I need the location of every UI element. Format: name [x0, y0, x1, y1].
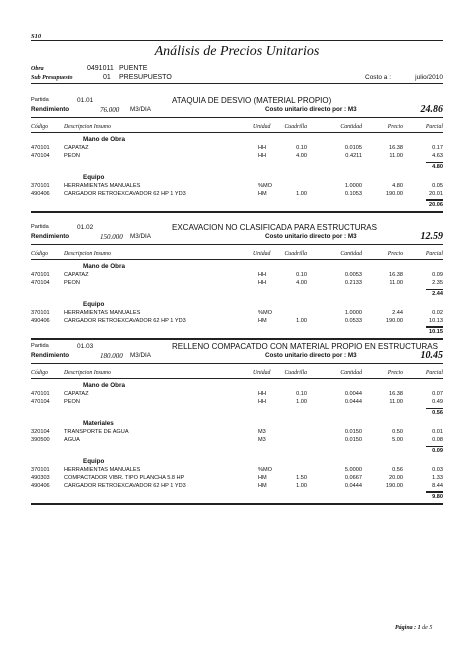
cell-description: HERRAMIENTAS MANUALES [64, 467, 141, 473]
rendimiento-value: 76.000 [100, 106, 120, 114]
table-row [0, 437, 474, 445]
col-codigo: Código [31, 124, 49, 130]
table-row [0, 467, 474, 475]
cell-code: 370101 [31, 467, 50, 473]
col-cuadrilla: Cuadrilla [284, 370, 307, 376]
group-subtotal: 10.15 [429, 329, 443, 335]
cell-cantidad: 0.0667 [344, 475, 362, 481]
cell-cantidad: 0.0044 [344, 391, 362, 397]
rendimiento-label: Rendimiento [31, 106, 70, 113]
section-total-rule [426, 199, 443, 200]
group-subtotal: 0.56 [432, 410, 443, 416]
cell-precio: 2.44 [392, 310, 403, 316]
cell-precio: 0.50 [392, 429, 403, 435]
column-header-rule [31, 259, 443, 260]
cell-unit: %MO [258, 183, 272, 189]
cell-precio: 16.38 [389, 272, 403, 278]
cell-cantidad: 5.0000 [344, 467, 362, 473]
cell-precio: 11.00 [389, 153, 403, 159]
costo-a-label: Costo a : [365, 74, 392, 81]
cell-code: 490406 [31, 483, 50, 489]
table-row [0, 272, 474, 280]
group-subtotal: 4.80 [432, 164, 443, 170]
partida-number: 01.02 [77, 224, 94, 231]
subpresupuesto-code: 01 [103, 74, 111, 81]
cell-cantidad: 0.4211 [345, 153, 362, 159]
cell-unit: HM [258, 483, 267, 489]
costo-unitario-label: Costo unitario directo por : M3 [265, 106, 357, 113]
cell-code: 490303 [31, 475, 50, 481]
cell-code: 320104 [31, 429, 50, 435]
cell-parcial: 0.03 [432, 467, 443, 473]
column-header-rule [31, 378, 443, 379]
table-row [0, 280, 474, 288]
rendimiento-unit: M3/DIA [130, 106, 151, 113]
cell-code: 470101 [31, 391, 50, 397]
cell-cantidad: 0.0105 [344, 145, 362, 151]
cell-precio: 0.56 [392, 467, 403, 473]
table-row [0, 145, 474, 153]
cell-parcial: 0.01 [432, 429, 443, 435]
cell-unit: %MO [258, 467, 272, 473]
subpresupuesto-name: PRESUPUESTO [119, 74, 172, 81]
cell-cantidad: 0.1053 [344, 191, 362, 197]
costo-unitario-value: 12.59 [420, 231, 443, 242]
page-label: Página : [395, 625, 417, 631]
cell-description: CAPATAZ [64, 272, 89, 278]
partida-number: 01.03 [77, 343, 94, 350]
rendimiento-value: 180.000 [100, 352, 123, 360]
cell-parcial: 2.35 [432, 280, 443, 286]
cell-cantidad: 1.0000 [344, 310, 362, 316]
col-parcial: Parcial [425, 124, 443, 130]
group-name: Equipo [83, 458, 105, 465]
cell-unit: HH [258, 391, 267, 397]
table-row [0, 318, 474, 326]
cell-unit: HM [258, 318, 267, 324]
table-row [0, 399, 474, 407]
rendimiento-unit: M3/DIA [130, 352, 151, 359]
cell-cuadrilla: 1.00 [296, 191, 307, 197]
col-descripcion: Descripcion Insumo [64, 370, 111, 376]
cell-parcial: 0.49 [432, 399, 443, 405]
group-name: Mano de Obra [83, 263, 125, 270]
cell-cuadrilla: 0.10 [296, 272, 307, 278]
cell-parcial: 0.17 [432, 145, 443, 151]
cell-unit: HH [258, 280, 267, 286]
page-number: 1 [417, 625, 421, 631]
cell-parcial: 8.44 [432, 483, 443, 489]
column-header-rule [31, 132, 443, 133]
subtotal-rule [426, 289, 443, 290]
obra-name: PUENTE [119, 65, 148, 72]
cell-parcial: 20.01 [429, 191, 443, 197]
cell-parcial: 10.13 [429, 318, 443, 324]
cell-parcial: 1.33 [432, 475, 443, 481]
cell-cantidad: 0.0150 [344, 429, 362, 435]
subtotal-rule [426, 200, 443, 201]
subtotal-rule [426, 408, 443, 409]
subpresupuesto-label: Sub Presupuesto [31, 75, 73, 81]
subtotal-rule [426, 327, 443, 328]
cell-code: 470101 [31, 272, 50, 278]
group-name: Equipo [83, 174, 105, 181]
table-row [0, 391, 474, 399]
cell-description: HERRAMIENTAS MANUALES [64, 310, 141, 316]
col-parcial: Parcial [425, 251, 443, 257]
partida-label: Partida [31, 97, 49, 103]
cell-parcial: 4.63 [432, 153, 443, 159]
col-precio: Precio [387, 370, 403, 376]
partida-label: Partida [31, 224, 49, 230]
section-end-rule [31, 503, 443, 505]
cell-description: AGUA [64, 437, 80, 443]
cell-unit: M3 [258, 437, 266, 443]
col-descripcion: Descripcion Insumo [64, 124, 111, 130]
costo-unitario-value: 10.45 [420, 350, 443, 361]
cell-precio: 16.38 [389, 391, 403, 397]
section-header-rule [31, 117, 443, 118]
section-header-rule [31, 244, 443, 245]
table-row [0, 483, 474, 491]
cell-parcial: 0.09 [432, 272, 443, 278]
partida-number: 01.01 [77, 97, 94, 104]
cell-code: 370101 [31, 310, 50, 316]
cell-precio: 190.00 [385, 483, 403, 489]
section-total-rule [426, 326, 443, 327]
cell-code: 470104 [31, 399, 50, 405]
cell-unit: HM [258, 191, 267, 197]
cell-description: PEON [64, 280, 80, 286]
section-total-rule [426, 491, 443, 492]
cell-code: 470104 [31, 280, 50, 286]
cell-description: CAPATAZ [64, 391, 89, 397]
cell-description: TRANSPORTE DE AGUA [64, 429, 129, 435]
cell-unit: HH [258, 145, 267, 151]
col-precio: Precio [387, 251, 403, 257]
cell-code: 490406 [31, 318, 50, 324]
cell-unit: HH [258, 399, 267, 405]
cell-unit: HM [258, 475, 267, 481]
col-cuadrilla: Cuadrilla [284, 124, 307, 130]
page-of: de [422, 625, 428, 631]
partida-description: RELLENO COMPACATDO CON MATERIAL PROPIO EN ESTRUCTURAS [172, 342, 438, 351]
rendimiento-label: Rendimiento [31, 233, 70, 240]
col-unidad: Unidad [253, 124, 271, 130]
col-codigo: Código [31, 370, 49, 376]
cell-cantidad: 0.0444 [344, 399, 362, 405]
costo-a-date: julio/2010 [415, 74, 443, 81]
cell-code: 470101 [31, 145, 50, 151]
group-subtotal: 0.09 [432, 448, 443, 454]
table-row [0, 183, 474, 191]
group-name: Mano de Obra [83, 382, 125, 389]
cell-cuadrilla: 0.10 [296, 391, 307, 397]
cell-cantidad: 0.0053 [344, 272, 362, 278]
partida-description: EXCAVACION NO CLASIFICADA PARA ESTRUCTURAS [172, 223, 377, 232]
subtotal-rule [426, 492, 443, 493]
cell-precio: 190.00 [385, 318, 403, 324]
top-rule [31, 40, 443, 41]
cell-cuadrilla: 1.00 [296, 483, 307, 489]
cell-cuadrilla: 1.50 [296, 475, 307, 481]
partida-section [0, 224, 474, 344]
cell-parcial: 0.08 [432, 437, 443, 443]
cell-cuadrilla: 1.00 [296, 318, 307, 324]
cell-code: 370101 [31, 183, 50, 189]
page-footer [395, 625, 432, 631]
table-row [0, 310, 474, 318]
cell-cantidad: 0.0533 [344, 318, 362, 324]
table-row [0, 191, 474, 199]
page-title: Análisis de Precios Unitarios [154, 44, 320, 59]
col-codigo: Código [31, 251, 49, 257]
partida-section [0, 342, 474, 500]
section-end-rule [31, 338, 443, 340]
col-precio: Precio [387, 124, 403, 130]
subtotal-rule [426, 162, 443, 163]
cell-description: HERRAMIENTAS MANUALES [64, 183, 141, 189]
obra-label: Obra [31, 66, 44, 72]
cell-parcial: 0.02 [432, 310, 443, 316]
cell-description: CARGADOR RETROEXCAVADOR 62 HP 1 YD3 [64, 483, 186, 489]
col-cantidad: Cantidad [340, 124, 362, 130]
rendimiento-value: 150.000 [100, 233, 123, 241]
partida-description: ATAQUIA DE DESVIO (MATERIAL PROPIO) [172, 96, 332, 105]
cell-description: COMPACTADOR VIBR. TIPO PLANCHA 5.8 HP [64, 475, 185, 481]
group-subtotal: 9.80 [432, 494, 443, 500]
page-code: S10 [31, 33, 42, 40]
partida-label: Partida [31, 343, 49, 349]
cell-cuadrilla: 1.00 [296, 399, 307, 405]
cell-description: PEON [64, 399, 80, 405]
cell-unit: HH [258, 153, 267, 159]
cell-description: CARGADOR RETROEXCAVADOR 62 HP 1 YD3 [64, 318, 186, 324]
rendimiento-label: Rendimiento [31, 352, 70, 359]
cell-cantidad: 0.0444 [344, 483, 362, 489]
section-header-rule [31, 363, 443, 364]
costo-unitario-value: 24.86 [420, 104, 443, 115]
cell-parcial: 0.07 [432, 391, 443, 397]
group-subtotal: 20.06 [429, 202, 443, 208]
group-subtotal: 2.44 [432, 291, 443, 297]
section-end-rule [31, 211, 443, 213]
col-unidad: Unidad [253, 251, 271, 257]
cell-description: CARGADOR RETROEXCAVADOR 62 HP 1 YD3 [64, 191, 186, 197]
cell-description: CAPATAZ [64, 145, 89, 151]
page-total: 5 [429, 625, 433, 631]
cell-parcial: 0.05 [432, 183, 443, 189]
col-parcial: Parcial [425, 370, 443, 376]
cell-description: PEON [64, 153, 80, 159]
cell-unit: HH [258, 272, 267, 278]
cell-code: 470104 [31, 153, 50, 159]
table-row [0, 475, 474, 483]
col-unidad: Unidad [253, 370, 271, 376]
cell-precio: 4.80 [392, 183, 403, 189]
cell-precio: 190.00 [385, 191, 403, 197]
col-cantidad: Cantidad [340, 370, 362, 376]
cell-code: 490406 [31, 191, 50, 197]
table-row [0, 429, 474, 437]
table-row [0, 153, 474, 161]
cell-precio: 16.38 [389, 145, 403, 151]
cell-precio: 11.00 [389, 280, 403, 286]
col-cantidad: Cantidad [340, 251, 362, 257]
header-rule [31, 83, 443, 84]
rendimiento-unit: M3/DIA [130, 233, 151, 240]
cell-cantidad: 0.0150 [344, 437, 362, 443]
cell-precio: 11.00 [389, 399, 403, 405]
group-name: Equipo [83, 301, 105, 308]
group-name: Materiales [83, 420, 114, 427]
costo-unitario-label: Costo unitario directo por : M3 [265, 233, 357, 240]
subtotal-rule [426, 446, 443, 447]
cell-code: 390500 [31, 437, 50, 443]
cell-unit: %MO [258, 310, 272, 316]
cell-cantidad: 0.2133 [344, 280, 362, 286]
cell-cuadrilla: 0.10 [296, 145, 307, 151]
cell-cuadrilla: 4.00 [296, 280, 307, 286]
cell-precio: 5.00 [392, 437, 403, 443]
cell-cuadrilla: 4.00 [296, 153, 307, 159]
cell-cantidad: 1.0000 [344, 183, 362, 189]
col-cuadrilla: Cuadrilla [284, 251, 307, 257]
cell-precio: 20.00 [389, 475, 403, 481]
col-descripcion: Descripcion Insumo [64, 251, 111, 257]
costo-unitario-label: Costo unitario directo por : M3 [265, 352, 357, 359]
partida-section [0, 97, 474, 217]
group-name: Mano de Obra [83, 136, 125, 143]
cell-unit: M3 [258, 429, 266, 435]
obra-code: 0491011 [87, 65, 114, 72]
